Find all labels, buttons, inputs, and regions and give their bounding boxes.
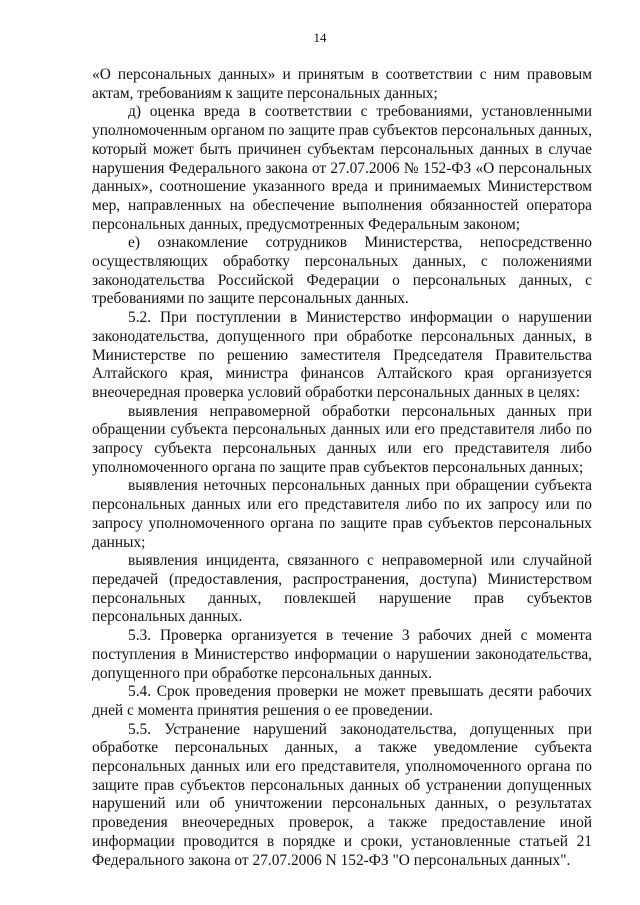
paragraph-5-5: 5.5. Устранение нарушений законодательства, допущенных при обработке персональных данных, а также уведомление субъекта персональных данных или его представителя, уполномоченного органа по защите прав субъектов персональных данных об устранении допущенных нарушений или об уничтожении персональных данных, о результатах проведения внеочередных проверок, а также предоставление иной информации проводится в порядке и сроки, установленные статьей 21 Федерального закона от 27.07.2006 N 152-ФЗ "О персональных данных". bbox=[92, 720, 592, 869]
paragraph-5-2: 5.2. При поступлении в Министерство информации о нарушении законодательства, допущенного при обработке персональных данных, в Министерстве по решению заместителя Председателя Правительства Алтайского края, министра финансов Алтайского края организуется внеочередная проверка условий обработки персональных данных в целях: bbox=[92, 309, 592, 401]
paragraph-purpose-inaccurate-data: выявления неточных персональных данных при обращении субъекта персональных данных или его представителя либо по их запросу или по запросу уполномоченного органа по защите прав субъектов персональных данных; bbox=[92, 477, 592, 551]
paragraph-item-d: д) оценка вреда в соответствии с требованиями, установленными уполномоченным органом по защите прав субъектов персональных данных, который может быть причинен субъектам персональных данных в случае нарушения Федерального закона от 27.07.2006 № 152-ФЗ «О персональных данных», соотношение указанного вреда и принимаемых Министерством мер, направленных на обеспечение выполнения обязанностей оператора персональных данных, предусмотренных Федеральным законом; bbox=[92, 103, 592, 233]
paragraph-continuation: «О персональных данных» и принятым в соответствии с ним правовым актам, требованиям к защите персональных данных; bbox=[92, 66, 592, 102]
paragraph-purpose-unlawful-processing: выявления неправомерной обработки персональных данных при обращении субъекта персональных данных или его представителя либо по запросу субъекта персональных данных или его представителя либо уполномоченного органа по защите прав субъектов персональных данных; bbox=[92, 402, 592, 476]
paragraph-item-e: е) ознакомление сотрудников Министерства, непосредственно осуществляющих обработку персональных данных, с положениями законодательства Российской Федерации о персональных данных, с требованиями по защите персональных данных. bbox=[92, 234, 592, 308]
paragraph-purpose-incident: выявления инцидента, связанного с неправомерной или случайной передачей (предоставления, распространения, доступа) Министерством персональных данных, повлекшей нарушение прав субъектов персональных данных. bbox=[92, 552, 592, 626]
page-number: 14 bbox=[313, 30, 327, 45]
paragraph-5-3: 5.3. Проверка организуется в течение 3 рабочих дней с момента поступления в Министерство информации о нарушении законодательства, допущенного при обработке персональных данных. bbox=[92, 627, 592, 682]
document-body bbox=[92, 66, 592, 870]
paragraph-5-4: 5.4. Срок проведения проверки не может превышать десяти рабочих дней с момента принятия решения о ее проведении. bbox=[92, 683, 592, 719]
